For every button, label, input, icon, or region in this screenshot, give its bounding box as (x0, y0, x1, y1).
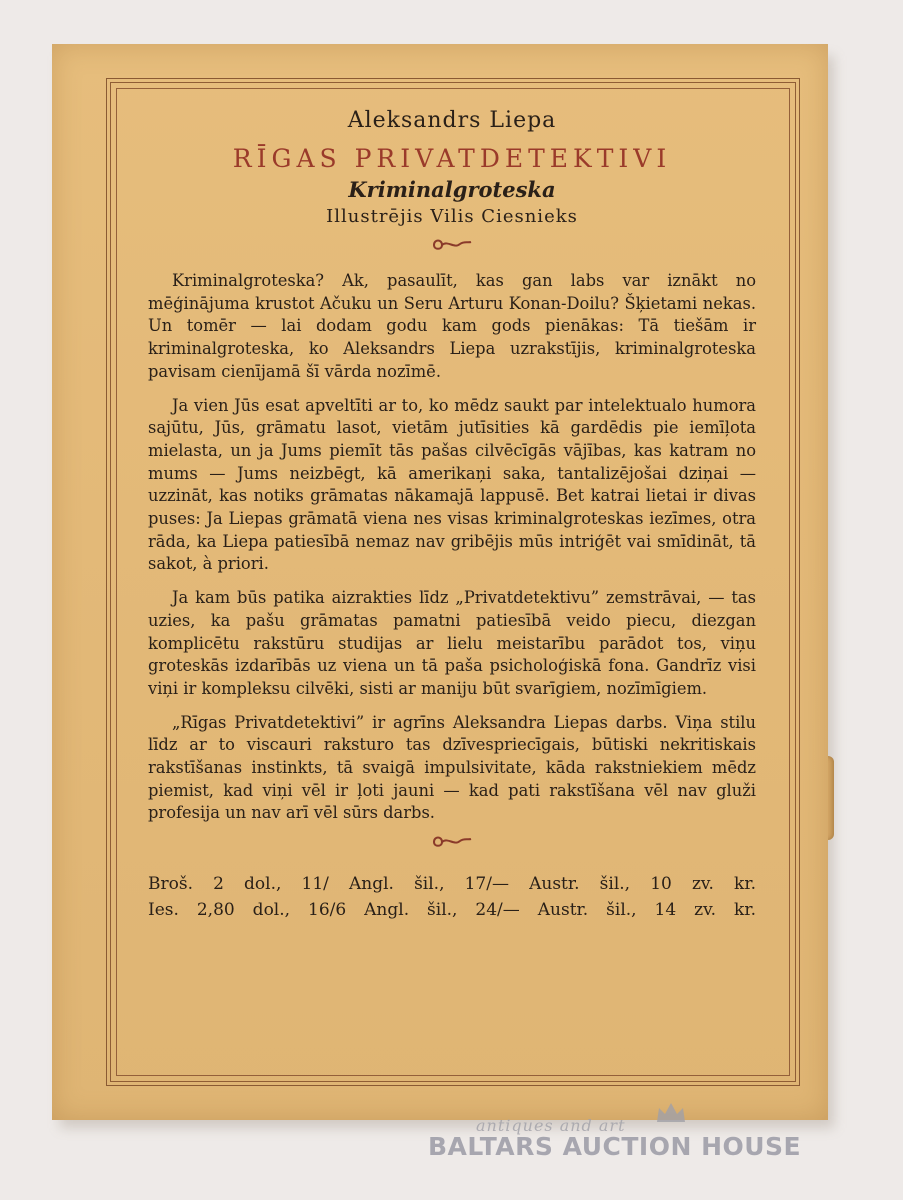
description-paragraph-4: „Rīgas Privatdetektivi” ir agrīns Aleksandra Liepas darbs. Viņa stilu līdz ar to viscauri raksturo tas dzīvespriecīgais, būtiski nekritiskais rakstīšanas instinkts, tā svaigā impulsivitate, kāda rakstniekiem mēdz piemist, kad viņi vēl ir ļoti jauni — kad pati rakstīšana vēl nav gluži profesija un nav arī vēl sūrs darbs. (148, 712, 756, 823)
ornament-icon (430, 833, 474, 851)
description-paragraph-3: Ja kam būs patika aizrakties līdz „Privatdetektivu” zemstrāvai, — tas uzies, ka pašu grāmatas pamatni patiesībā veido piecu, diezgan komplicētu rakstūru studijas ar lielu meistarību parādot tos, viņu groteskās izdarībās uz viena un tā paša psicholoģiskā fona. Gandrīz visi viņi ir kompleksu cilvēki, sisti ar maniju būt svarīgiem, nozīmīgiem. (148, 588, 756, 698)
book-cover (52, 44, 828, 1120)
illustrator-credit: Illustrējis Vilis Ciesnieks (326, 206, 578, 227)
price-line-paperback: Broš. 2 dol., 11/ Angl. šil., 17/— Austr. šil., 10 zv. kr. (148, 874, 756, 895)
ornament-icon (430, 236, 474, 254)
book-subtitle: Kriminalgroteska (348, 177, 556, 202)
description-paragraph-2: Ja vien Jūs esat apveltīti ar to, ko mēdz saukt par intelektualo humora sajūtu, Jūs, grāmatu lasot, vietām jutīsities kā gardēdis pie iemīļota mielasta, un ja Jums piemīt tās pašas cilvēcīgās vājības, kas katram no mums — Jums neizbēgt, kā amerikaņi saka, tantalizējošai dziņai — uzzināt, kas notiks grāmatas nākamajā lappusē. Bet katrai lietai ir divas puses: Ja Liepas grāmatā viena nes visas kriminalgroteskas iezīmes, otra rāda, ka Liepa patiesībā nemaz nav gribējis mūs intriģēt vai smīdināt, tā sakot, à priori. (148, 395, 756, 574)
crown-icon (654, 1100, 688, 1126)
price-line-hardcover: Ies. 2,80 dol., 16/6 Angl. šil., 24/— Austr. šil., 14 zv. kr. (148, 900, 756, 921)
watermark-tagline: antiques and art (476, 1116, 626, 1135)
description-paragraph-1: Kriminalgroteska? Ak, pasaulīt, kas gan labs var iznākt no mēģinājuma krustot Ačuku un Seru Arturu Konan-Doilu? Šķietami nekas. Un tomēr — lai dodam godu kam gods pienākas: Tā tiešām ir kriminalgroteska, ko Aleksandrs Liepa uzrakstījis, kriminalgroteska pavisam cienījamā šī vārda nozīmē. (148, 271, 756, 381)
watermark-house-name: BALTARS AUCTION HOUSE (428, 1132, 802, 1161)
cover-content (148, 106, 756, 923)
author-name: Aleksandrs Liepa (347, 108, 557, 133)
book-title: RĪGAS PRIVATDETEKTIVI (232, 144, 672, 173)
